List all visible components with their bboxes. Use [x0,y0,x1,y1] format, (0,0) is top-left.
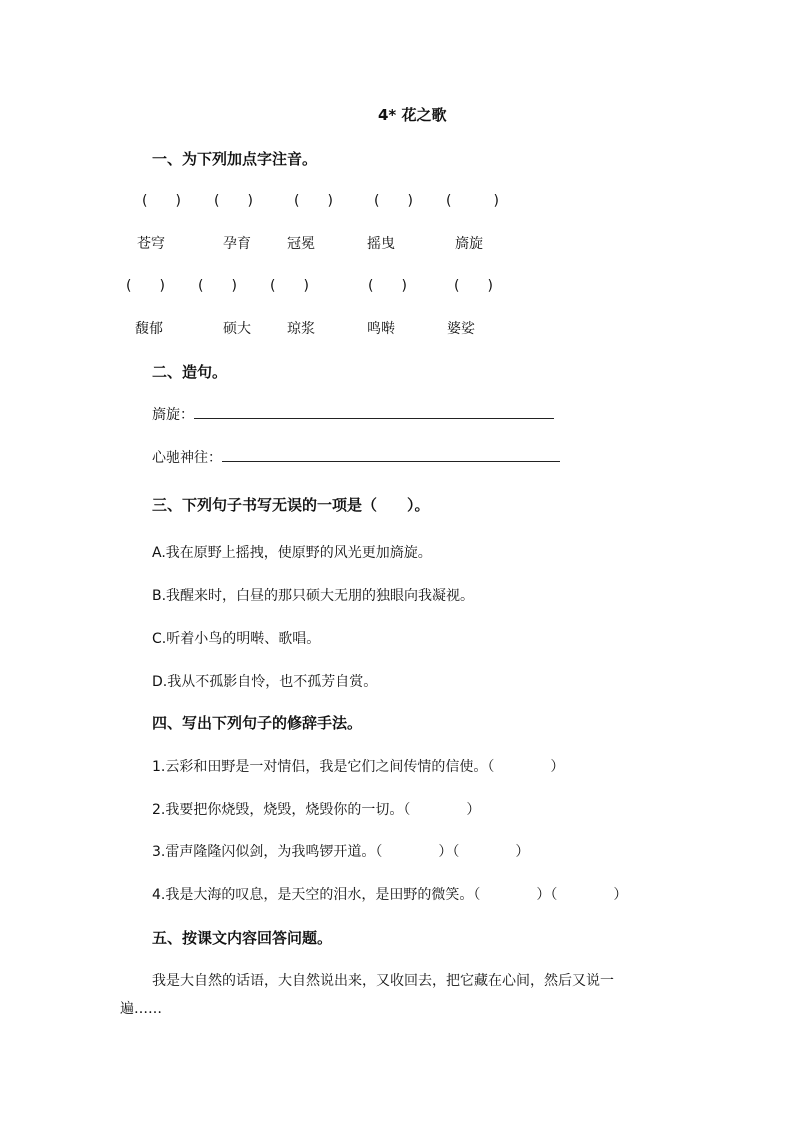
rhetoric-item: 3.雷声隆隆闪似剑，为我鸣锣开道。（ ）（ ） [152,844,530,860]
word: 摇曳 [367,236,395,252]
pinyin-blank: ( ) [142,193,181,209]
option-c: C.听着小鸟的明啭、歌唱。 [152,631,321,647]
pinyin-blank: ( ) [368,278,407,294]
pinyin-blank: ( ) [454,278,493,294]
passage-line: 遍…… [120,1001,162,1017]
option-a: A.我在原野上摇拽，使原野的风光更加旖旋。 [152,545,432,561]
pinyin-blank: ( ) [294,193,333,209]
section-4-heading: 四、写出下列句子的修辞手法。 [152,714,363,732]
section-3-heading: 三、下列句子书写无误的一项是（ ）。 [152,496,430,514]
pinyin-blank: ( ) [126,278,165,294]
page-title: 4* 花之歌 [378,106,447,124]
sentence-word: 旖旋： [152,407,194,423]
passage-line: 我是大自然的话语，大自然说出来，又收回去，把它藏在心间，然后又说一 [152,973,614,989]
word: 鸣啭 [367,321,395,337]
pinyin-blank: ( ) [198,278,237,294]
answer-line [222,449,560,462]
rhetoric-item: 4.我是大海的叹息，是天空的泪水，是田野的微笑。（ ）（ ） [152,887,628,903]
rhetoric-item: 1.云彩和田野是一对情侣，我是它们之间传情的信使。（ ） [152,759,565,775]
answer-line [194,406,554,419]
word: 婆娑 [447,321,475,337]
sentence-word: 心驰神往： [152,450,222,466]
word: 孕育 [223,236,251,252]
section-1-heading: 一、为下列加点字注音。 [152,150,318,168]
word: 冠冕 [287,236,315,252]
sentence-item [152,447,560,467]
pinyin-blank: ( ) [374,193,413,209]
section-5-heading: 五、按课文内容回答问题。 [152,929,333,947]
pinyin-blank: ( ) [446,193,499,209]
word: 硕大 [223,321,251,337]
word: 琼浆 [287,321,315,337]
rhetoric-item: 2.我要把你烧毁，烧毁，烧毁你的一切。（ ） [152,802,481,818]
section-2-heading: 二、造句。 [152,363,228,381]
word: 馥郁 [135,321,163,337]
word: 旖旋 [455,236,483,252]
pinyin-blank: ( ) [270,278,309,294]
option-b: B.我醒来时，白昼的那只硕大无朋的独眼向我凝视。 [152,588,475,604]
pinyin-blank: ( ) [214,193,253,209]
option-d: D.我从不孤影自怜，也不孤芳自赏。 [152,674,378,690]
sentence-item [152,404,554,424]
word: 苍穹 [137,236,165,252]
